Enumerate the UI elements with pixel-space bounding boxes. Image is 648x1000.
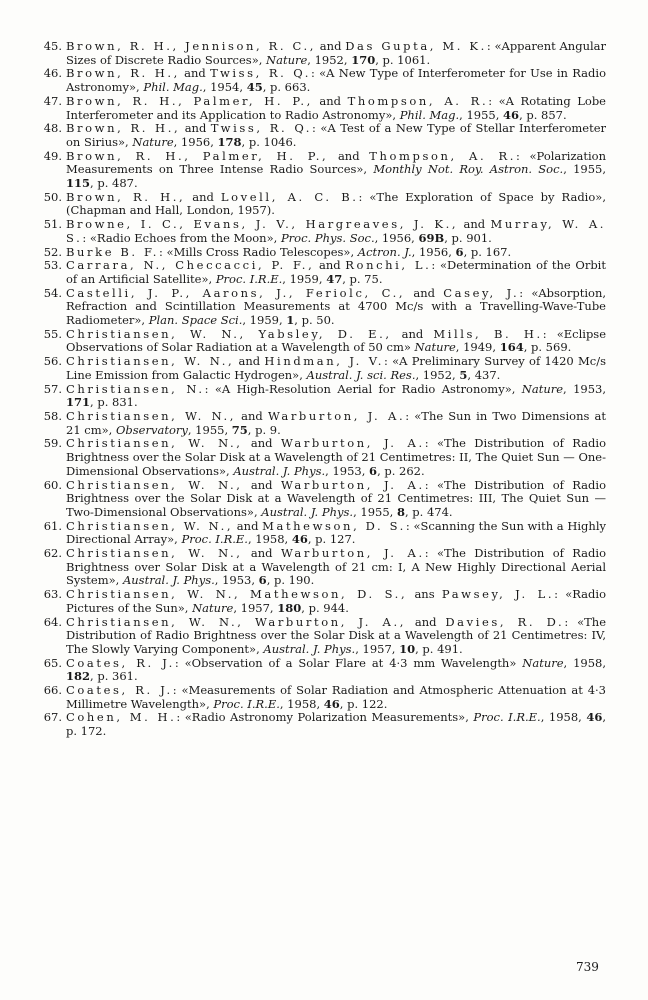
citation-text: , p. 944. bbox=[301, 600, 349, 615]
reference-entry bbox=[36, 122, 606, 149]
citation-text: , p. 262. bbox=[377, 463, 425, 478]
citation-text: : «Absorption, Refraction and Scintillation Measurements at 4700 Mc/s with a Travelling-Wave-Tube Radiometer», bbox=[66, 285, 607, 328]
reference-entry bbox=[36, 437, 606, 478]
citation-text: : «The Distribution of Radio Brightness over the Solar Disk at a Wavelength of 21 Centimetres: IV, The Slowly Varying Component», bbox=[66, 614, 607, 656]
citation-text: , 1958, bbox=[563, 655, 607, 670]
reference-number: 56. bbox=[43, 354, 62, 369]
journal-title: Austral. J. Phys. bbox=[233, 463, 326, 478]
citation-text: : «The Sun in Two Dimensions at 21 cm», bbox=[66, 408, 606, 437]
citation-text: , 1953, bbox=[563, 381, 606, 396]
citation-text: , 1956, bbox=[374, 230, 419, 245]
citation-text: , 1958, bbox=[540, 710, 587, 725]
citation-text: , p. 487. bbox=[90, 176, 138, 191]
author-names: Warburton, J. A. bbox=[267, 408, 406, 423]
citation-text: : «The Distribution of Radio Brightness over Solar Disk at a Wavelength of 21 cm: I, A New Highly Directional Aerial System», bbox=[66, 546, 607, 588]
reference-number: 49. bbox=[43, 148, 62, 163]
reference-entry bbox=[36, 259, 606, 286]
journal-title: Phil. Mag. bbox=[143, 80, 203, 95]
citation-text: and bbox=[328, 148, 370, 163]
volume-number: 178 bbox=[217, 134, 242, 149]
journal-title: Proc. I.R.E. bbox=[473, 710, 541, 725]
author-names: Brown, R. H., Jennison, R. C., bbox=[66, 39, 317, 53]
citation-text: , 1958, bbox=[247, 532, 292, 547]
volume-number: 6 bbox=[369, 463, 378, 478]
citation-text: and bbox=[242, 546, 281, 561]
author-names: Christiansen, W. N., Yabsley, D. E., bbox=[66, 326, 392, 341]
citation-text: and bbox=[314, 258, 346, 273]
volume-number: 47 bbox=[326, 271, 343, 286]
author-names: Mills, B. H. bbox=[433, 326, 543, 341]
journal-title: Nature bbox=[522, 655, 564, 670]
reference-number: 67. bbox=[43, 710, 62, 725]
citation-text: , p. 857. bbox=[519, 107, 567, 122]
author-names: Carrara, N., Checcacci, P. F., bbox=[66, 258, 315, 273]
citation-text: , p. 122. bbox=[339, 696, 388, 711]
citation-text: : «A New Type of Interferometer for Use in Radio Astronomy», bbox=[66, 66, 607, 95]
reference-entry bbox=[36, 684, 606, 711]
reference-number: 66. bbox=[43, 683, 62, 698]
reference-number: 64. bbox=[43, 614, 62, 629]
author-names: Ronchi, L. bbox=[345, 258, 432, 273]
reference-entry bbox=[36, 67, 606, 94]
journal-title: Nature bbox=[192, 600, 234, 615]
reference-number: 59. bbox=[43, 436, 62, 451]
citation-text: , 1959, bbox=[242, 313, 287, 328]
citation-text: , p. 190. bbox=[266, 573, 315, 588]
journal-title: Actron. J. bbox=[357, 244, 412, 259]
citation-text: , 1952, bbox=[307, 52, 352, 67]
citation-text: , p. 1061. bbox=[375, 52, 431, 67]
reference-entry bbox=[36, 711, 606, 738]
citation-text: , 1955, bbox=[563, 162, 607, 177]
journal-title: Proc. Phys. Soc. bbox=[280, 230, 375, 245]
citation-text: and bbox=[242, 477, 281, 492]
reference-entry bbox=[36, 287, 606, 328]
author-names: Warburton, J. A. bbox=[280, 546, 425, 561]
reference-number: 54. bbox=[43, 285, 62, 300]
citation-text: : «The Distribution of Radio Brightness over the Solar Disk at a Wavelength of 21 Centimetres: III, The Quiet Sun — Two-Dimensional Observations», bbox=[66, 477, 607, 519]
reference-entry bbox=[36, 218, 606, 245]
citation-text: , p. 167. bbox=[463, 244, 512, 259]
reference-entry bbox=[36, 191, 606, 218]
citation-text: , 1953, bbox=[325, 463, 370, 478]
citation-text: : «Apparent Angular Sizes of Discrete Radio Sources», bbox=[66, 39, 607, 67]
author-names: Hindman, J. V. bbox=[264, 354, 384, 369]
citation-text: and bbox=[180, 121, 211, 136]
journal-title: Austral. J. Phys. bbox=[263, 641, 356, 656]
journal-title: Proc. I.R.E. bbox=[181, 532, 248, 547]
reference-number: 52. bbox=[43, 244, 62, 259]
reference-entry bbox=[36, 150, 606, 191]
volume-number: 69B bbox=[418, 230, 445, 245]
citation-text: : «Mills Cross Radio Telescopes», bbox=[159, 244, 358, 259]
reference-entry bbox=[36, 355, 606, 382]
citation-text: and bbox=[242, 436, 281, 451]
journal-title: Austral. J. Phys. bbox=[122, 573, 215, 588]
author-names: Christiansen, W. N., Warburton, J. A., bbox=[66, 614, 406, 629]
journal-title: Nature bbox=[521, 381, 564, 396]
citation-text: , p. 50. bbox=[294, 313, 335, 328]
citation-text: : «A Preliminary Survey of 1420 Mc/s Line Emission from Galactic Hydrogen», bbox=[66, 354, 606, 382]
citation-text: and bbox=[391, 326, 434, 341]
journal-title: Phil. Mag. bbox=[399, 107, 460, 122]
author-names: Warburton, J. A. bbox=[280, 436, 425, 451]
journal-title: Observatory bbox=[115, 422, 188, 437]
author-names: Christiansen, W. N., bbox=[66, 546, 243, 561]
volume-number: 75 bbox=[231, 422, 248, 437]
citation-text: , p. 901. bbox=[444, 230, 492, 245]
journal-title: Nature bbox=[414, 340, 456, 355]
citation-text: , p. 569. bbox=[523, 340, 572, 355]
author-names: Mathewson, D. S. bbox=[262, 518, 406, 533]
volume-number: 170 bbox=[351, 52, 376, 67]
volume-number: 115 bbox=[66, 176, 91, 191]
citation-text: , 437. bbox=[467, 367, 501, 382]
reference-number: 57. bbox=[43, 381, 62, 396]
author-names: Christiansen, W. N., bbox=[66, 436, 243, 451]
reference-number: 65. bbox=[43, 655, 62, 670]
citation-text: , 1956, bbox=[173, 134, 218, 149]
volume-number: 8 bbox=[396, 504, 405, 519]
volume-number: 46 bbox=[291, 532, 308, 547]
reference-number: 47. bbox=[43, 93, 62, 108]
author-names: Browne, I. C., Evans, J. V., Hargreaves, J. K., bbox=[66, 217, 459, 232]
author-names: Coates, R. J. bbox=[66, 655, 175, 670]
citation-text: and bbox=[236, 408, 268, 423]
author-names: Castelli, J. P., Aarons, J., Feriolc, C., bbox=[66, 285, 406, 300]
volume-number: 10 bbox=[399, 641, 416, 656]
author-names: Christiansen, N. bbox=[66, 381, 205, 396]
reference-entry bbox=[36, 588, 606, 615]
citation-text: : «Scanning the Sun with a Highly Directional Array», bbox=[66, 518, 606, 547]
reference-entry bbox=[36, 246, 606, 260]
volume-number: 6 bbox=[258, 573, 267, 588]
author-names: Coates, R. J. bbox=[66, 683, 173, 698]
reference-entry bbox=[36, 520, 606, 547]
journal-title: Proc. I.R.E. bbox=[215, 271, 283, 286]
citation-text: : «The Distribution of Radio Brightness over the Solar Disk at a Wavelength of 21 Centimetres: II, The Quiet Sun — One-Dimensional Observations», bbox=[66, 436, 607, 478]
citation-text: , 1955, bbox=[459, 107, 504, 122]
author-names: Pawsey, J. L. bbox=[441, 587, 555, 602]
reference-number: 63. bbox=[43, 587, 62, 602]
citation-text: and bbox=[405, 614, 446, 629]
citation-text: , 1957, bbox=[233, 600, 278, 615]
author-names: Thompson, A. R. bbox=[347, 93, 489, 108]
author-names: Burke B. F. bbox=[66, 244, 159, 259]
reference-entry bbox=[36, 547, 606, 588]
citation-text: : «Determination of the Orbit of an Artificial Satellite», bbox=[66, 258, 606, 286]
citation-text: , 1955, bbox=[353, 504, 397, 519]
citation-text: : «Measurements of Solar Radiation and Atmospheric Attenuation at 4·3 Millimetre Wavelength», bbox=[66, 683, 606, 711]
author-names: Twiss, R. Q. bbox=[210, 66, 311, 81]
volume-number: 1 bbox=[286, 313, 295, 328]
citation-text: : «Observation of a Solar Flare at 4·3 mm Wavelength» bbox=[174, 655, 523, 670]
volume-number: 46 bbox=[586, 710, 603, 725]
citation-text: and bbox=[179, 66, 211, 81]
reference-number: 45. bbox=[43, 39, 62, 53]
citation-text: , 1952, bbox=[415, 367, 460, 382]
author-names: Brown, R. H., bbox=[66, 189, 186, 204]
reference-number: 60. bbox=[43, 477, 62, 492]
citation-text: : «A Test of a New Type of Stellar Interferometer on Sirius», bbox=[66, 121, 606, 149]
author-names: Christiansen, W. N., bbox=[66, 354, 235, 369]
journal-title: Proc. I.R.E. bbox=[213, 696, 280, 711]
citation-text: , p. 361. bbox=[90, 669, 138, 684]
reference-number: 61. bbox=[43, 518, 62, 533]
citation-text: , 1949, bbox=[455, 340, 500, 355]
citation-text: ans bbox=[407, 587, 442, 602]
citation-text: : «Eclipse Observations of Solar Radiation at a Wavelength of 50 cm» bbox=[66, 326, 607, 355]
volume-number: 46 bbox=[323, 696, 340, 711]
journal-title: Austral. J. Phys. bbox=[261, 504, 354, 519]
reference-entry bbox=[36, 95, 606, 122]
author-names: Lovell, A. C. B. bbox=[220, 189, 359, 204]
author-names: Brown, R. H., Palmer, H. P., bbox=[66, 148, 329, 163]
author-names: Brown, R. H., Palmer, H. P., bbox=[66, 93, 313, 108]
journal-title: Nature bbox=[132, 134, 174, 149]
author-names: Casey, J. bbox=[443, 285, 520, 300]
citation-text: , p. 9. bbox=[247, 422, 281, 437]
citation-text: , p. 1046. bbox=[241, 134, 297, 149]
reference-number: 46. bbox=[43, 66, 62, 81]
citation-text: and bbox=[316, 39, 346, 53]
journal-title: Nature bbox=[266, 52, 308, 67]
citation-text: : «The Exploration of Space by Radio», (Chapman and Hall, London, 1957). bbox=[66, 189, 606, 218]
volume-number: 171 bbox=[66, 395, 91, 410]
reference-number: 50. bbox=[43, 189, 62, 204]
citation-text: and bbox=[234, 354, 265, 369]
reference-number: 51. bbox=[43, 217, 62, 232]
citation-text: , 1955, bbox=[187, 422, 232, 437]
citation-text: , p. 127. bbox=[307, 532, 356, 547]
author-names: Twiss, R. Q. bbox=[210, 121, 313, 136]
author-names: Cohen, M. H. bbox=[66, 710, 177, 725]
author-names: Thompson, A. R. bbox=[369, 148, 516, 163]
reference-entry bbox=[36, 479, 606, 520]
citation-text: , 1956, bbox=[411, 244, 456, 259]
citation-text: : «Radio Pictures of the Sun», bbox=[66, 587, 606, 615]
reference-number: 55. bbox=[43, 326, 62, 341]
citation-text: : «Radio Astronomy Polarization Measurements», bbox=[176, 710, 474, 725]
reference-entry bbox=[36, 383, 606, 410]
reference-number: 48. bbox=[43, 121, 62, 136]
journal-title: Plan. Space Sci. bbox=[148, 313, 243, 328]
citation-text: and bbox=[185, 189, 221, 204]
citation-text: , p. 491. bbox=[415, 641, 463, 656]
citation-text: , p. 75. bbox=[342, 271, 383, 286]
author-names: Christiansen, W. N., Mathewson, D. S., bbox=[66, 587, 408, 602]
author-names: Brown, R. H., bbox=[66, 66, 180, 81]
reference-entry bbox=[36, 328, 606, 355]
citation-text: : «A Rotating Lobe Interferometer and its Application to Radio Astronomy», bbox=[66, 93, 606, 122]
author-names: Warburton, J. A. bbox=[280, 477, 425, 492]
volume-number: 182 bbox=[66, 669, 91, 684]
reference-entry bbox=[36, 657, 606, 684]
citation-text: : «A High-Resolution Aerial for Radio Astronomy», bbox=[204, 381, 522, 396]
reference-entry bbox=[36, 410, 606, 437]
reference-entry bbox=[36, 40, 606, 67]
author-names: Brown, R. H., bbox=[66, 121, 181, 136]
volume-number: 180 bbox=[277, 600, 302, 615]
journal-title: Monthly Not. Roy. Astron. Soc. bbox=[373, 162, 564, 177]
volume-number: 46 bbox=[503, 107, 520, 122]
citation-text: : «Polarization Measurements on Three Intense Radio Sources», bbox=[66, 148, 607, 177]
citation-text: , p. 172. bbox=[66, 710, 606, 739]
citation-text: , 1958, bbox=[279, 696, 324, 711]
citation-text: , 1954, bbox=[202, 80, 247, 95]
reference-list bbox=[36, 40, 606, 739]
page-number: 739 bbox=[576, 960, 599, 974]
author-names: Christiansen, W. N., bbox=[66, 408, 237, 423]
citation-text: , 1957, bbox=[355, 641, 400, 656]
volume-number: 5 bbox=[459, 367, 468, 382]
author-names: Das Gupta, M. K. bbox=[345, 39, 487, 53]
reference-entry bbox=[36, 616, 606, 657]
journal-title: Austral. J. sci. Res. bbox=[306, 367, 416, 382]
volume-number: 45 bbox=[246, 80, 263, 95]
citation-text: , 1959, bbox=[282, 271, 327, 286]
citation-text: , p. 474. bbox=[404, 504, 453, 519]
reference-number: 53. bbox=[43, 258, 62, 273]
author-names: Davies, R. D. bbox=[445, 614, 565, 629]
citation-text: and bbox=[405, 285, 444, 300]
author-names: Christiansen, W. N., bbox=[66, 477, 243, 492]
reference-number: 58. bbox=[43, 408, 62, 423]
volume-number: 6 bbox=[455, 244, 464, 259]
citation-text: : «Radio Echoes from the Moon», bbox=[82, 230, 281, 245]
citation-text: , p. 663. bbox=[262, 80, 311, 95]
volume-number: 164 bbox=[499, 340, 524, 355]
citation-text: and bbox=[458, 217, 491, 232]
citation-text: and bbox=[312, 93, 348, 108]
citation-text: , p. 831. bbox=[90, 395, 138, 410]
author-names: Murray, W. A. S. bbox=[66, 217, 606, 245]
author-names: Christiansen, W. N., bbox=[66, 518, 234, 533]
citation-text: and bbox=[233, 518, 263, 533]
reference-number: 62. bbox=[43, 546, 62, 561]
citation-text: , 1953, bbox=[214, 573, 259, 588]
